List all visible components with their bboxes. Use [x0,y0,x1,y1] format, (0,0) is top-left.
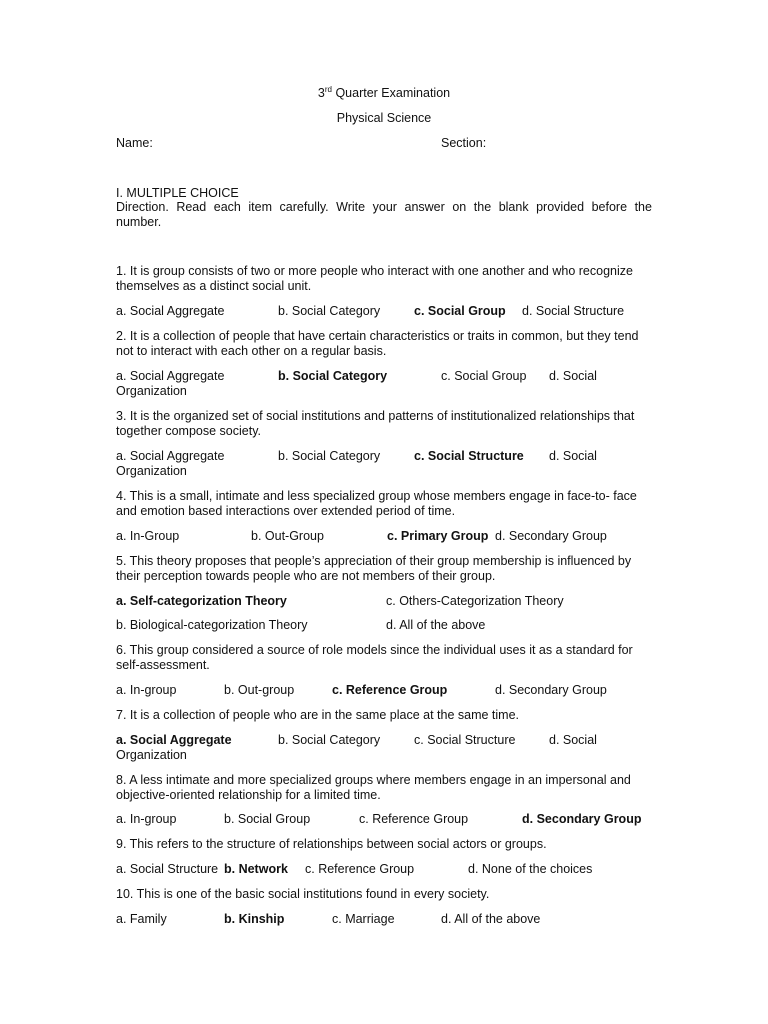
option: b. Social Category [278,304,381,318]
option: a. Family [116,912,167,926]
option: d. Social [549,369,597,383]
question-stem: 6. This group considered a source of role models since the individual uses it as a standard for [116,643,633,657]
option: c. Others-Categorization Theory [386,594,564,608]
question-stem: together compose society. [116,424,261,438]
direction-word: provided [536,200,585,214]
question-stem: 2. It is a collection of people that have certain characteristics or traits in common, but they tend [116,329,639,343]
exam-title-number: 3 [317,86,325,100]
exam-title [0,86,768,101]
direction-word: Direction. [116,200,169,214]
option: c. Reference Group [359,812,469,826]
question-stem: 5. This theory proposes that people’s appreciation of their group membership is influenced by [116,554,632,568]
option: a. In-group [116,812,177,826]
option: c. Social Group [441,369,527,383]
option: a. In-group [116,683,177,697]
question-stem: not to interact with each other on a regular basis. [116,344,387,358]
question-stem: 4. This is a small, intimate and less specialized group whose members engage in face-to- face [116,489,637,503]
correct-option: b. Kinship [224,912,285,926]
correct-option: a. Social Aggregate [116,733,232,747]
option: d. Secondary Group [495,683,607,697]
option: d. Social Structure [522,304,625,318]
option: d. Secondary Group [495,529,607,543]
option: b. Out-Group [251,529,324,543]
option-continuation: Organization [116,384,187,398]
direction-word: item [248,200,273,214]
option: d. Social [549,449,597,463]
question-stem: 9. This refers to the structure of relationships between social actors or groups. [116,837,547,851]
option: c. Reference Group [305,862,415,876]
direction-word: the [473,200,492,214]
option: a. Social Structure [116,862,219,876]
direction-word: on [452,200,467,214]
question-stem: 10. This is one of the basic social institutions found in every society. [116,887,490,901]
option: a. Social Aggregate [116,449,225,463]
option: a. Social Aggregate [116,304,225,318]
option-continuation: Organization [116,464,187,478]
correct-option: b. Network [224,862,288,876]
part-title: I. MULTIPLE CHOICE [116,186,239,200]
option: d. None of the choices [468,862,593,876]
question-stem: themselves as a distinct social unit. [116,279,312,293]
exam-title-ordinal: rd [324,85,332,94]
correct-option: b. Social Category [278,369,388,383]
question-stem: and emotion based interactions over extended period of time. [116,504,456,518]
direction-end: number. [116,215,162,229]
correct-option: a. Self-categorization Theory [116,594,287,608]
option: b. Social Category [278,449,381,463]
direction-word: your [372,200,397,214]
question-stem: 8. A less intimate and more specialized groups where members engage in an impersonal and [116,773,631,787]
direction-word: Write [336,200,366,214]
option: c. Marriage [332,912,395,926]
option: a. In-Group [116,529,180,543]
correct-option: d. Secondary Group [522,812,642,826]
direction-word: each [213,200,241,214]
option: b. Biological-categorization Theory [116,618,308,632]
option: c. Social Structure [414,733,516,747]
section-label: Section: [441,136,487,150]
option: b. Out-group [224,683,295,697]
exam-title-text: Quarter Examination [331,86,451,100]
option: b. Social Group [224,812,311,826]
direction-word: blank [498,200,529,214]
direction-word: answer [404,200,445,214]
correct-option: c. Reference Group [332,683,448,697]
correct-option: c. Social Group [414,304,506,318]
question-stem: 3. It is the organized set of social institutions and patterns of institutionalized relationships that [116,409,635,423]
name-label: Name: [116,136,153,150]
option: d. Social [549,733,597,747]
direction-word: the [634,200,652,214]
subject-title: Physical Science [336,111,432,125]
option: d. All of the above [386,618,486,632]
direction-word: Read [176,200,207,214]
option: b. Social Category [278,733,381,747]
question-stem: 1. It is group consists of two or more people who interact with one another and who recognize [116,264,633,278]
direction-word: carefully. [279,200,329,214]
option: d. All of the above [441,912,541,926]
question-stem: objective-oriented relationship for a limited time. [116,788,381,802]
option-continuation: Organization [116,748,187,762]
direction-line [116,200,652,215]
correct-option: c. Primary Group [387,529,489,543]
option: a. Social Aggregate [116,369,225,383]
direction-word: before [591,200,628,214]
question-stem: self-assessment. [116,658,210,672]
correct-option: c. Social Structure [414,449,524,463]
question-stem: 7. It is a collection of people who are in the same place at the same time. [116,708,519,722]
question-stem: their perception towards people who are not members of their group. [116,569,496,583]
